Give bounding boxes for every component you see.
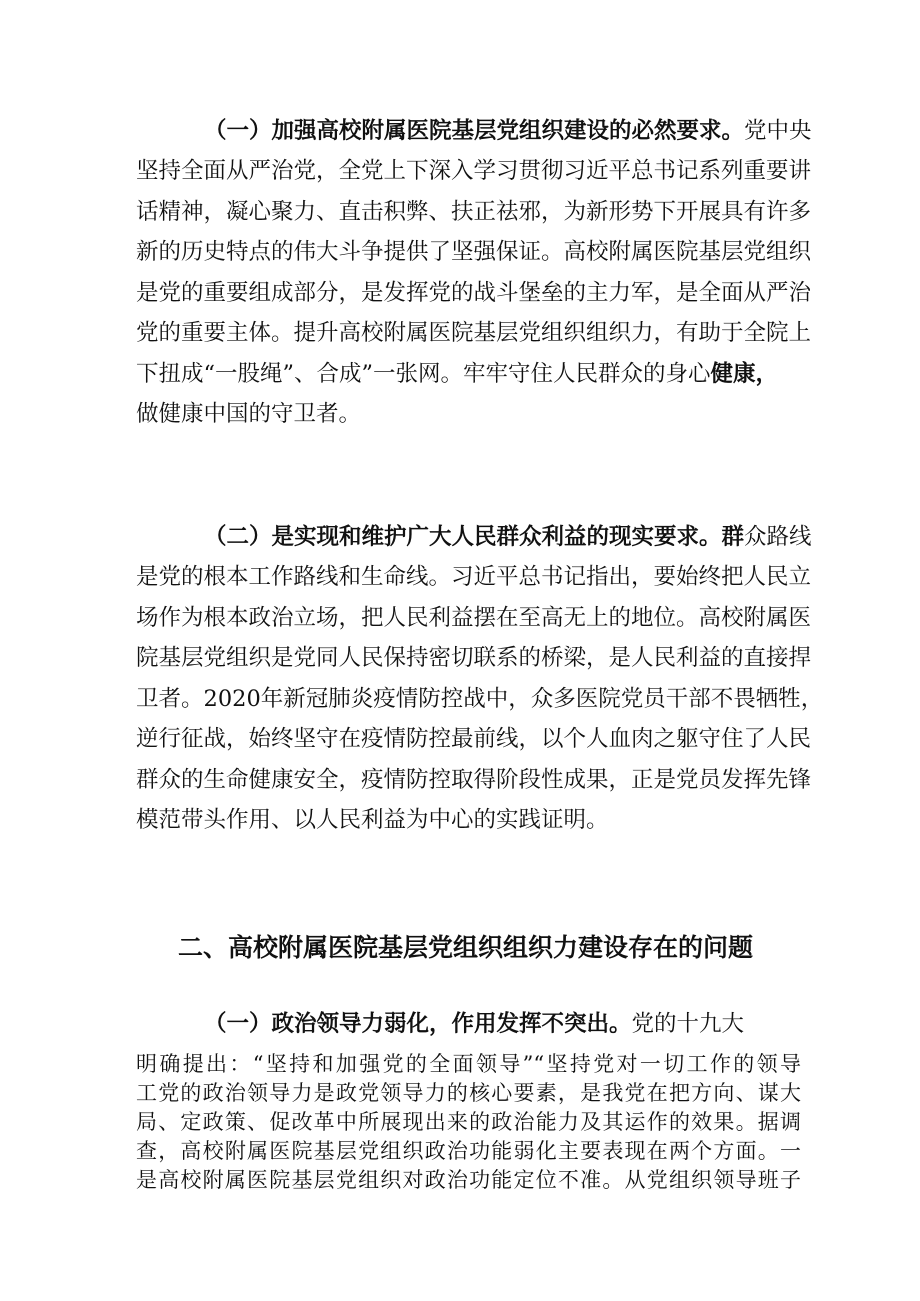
paragraph-line: 做健康中国的守卫者。 bbox=[136, 401, 362, 427]
paragraph-line: 工党的政治领导力是政党领导力的核心要素，是我党在把方向、谋大 bbox=[136, 1081, 801, 1105]
paragraph-line: 是高校附属医院基层党组织对政治功能定位不准。从党组织领导班子 bbox=[136, 1168, 801, 1192]
paragraph-line: 党的重要主体。提升高校附属医院基层党组织组织力，有助于全院上 bbox=[136, 320, 812, 346]
chapter-heading: 二、高校附属医院基层党组织组织力建设存在的问题 bbox=[178, 933, 754, 962]
paragraph-text: 下扭成“一股绳”、合成”一张网。牢牢守住人民群众的身心 bbox=[136, 361, 711, 387]
paragraph-line bbox=[204, 1011, 744, 1038]
section-heading-3: （一）政治领导力弱化，作用发挥不突出。 bbox=[204, 1011, 632, 1037]
section-heading-1: （一）加强高校附属医院基层党组织建设的必然要求。 bbox=[204, 118, 745, 144]
paragraph-line: 查，高校附属医院基层党组织政治功能弱化主要表现在两个方面。一 bbox=[136, 1139, 801, 1163]
paragraph-line: 院基层党组织是党同人民保持密切联系的桥梁，是人民利益的直接捍 bbox=[136, 645, 812, 671]
paragraph-line bbox=[204, 524, 812, 551]
paragraph-text: 党的十九大 bbox=[631, 1011, 745, 1037]
paragraph-line: 群众的生命健康安全，疫情防控取得阶段性成果，正是党员发挥先锋 bbox=[136, 767, 812, 793]
paragraph-line: 是党的重要组成部分，是发挥党的战斗堡垒的主力军，是全面从严治 bbox=[136, 280, 812, 306]
paragraph-line: 场作为根本政治立场，把人民利益摆在至高无上的地位。高校附属医 bbox=[136, 605, 812, 631]
paragraph-line: 模范带头作用、以人民利益为中心的实践证明。 bbox=[136, 807, 609, 833]
emphasis-text: 健康， bbox=[710, 361, 779, 387]
paragraph-line: 卫者。2020年新冠肺炎疫情防控战中，众多医院党员干部不畏牺牲， bbox=[136, 686, 824, 712]
paragraph-line: 新的历史特点的伟大斗争提供了坚强保证。高校附属医院基层党组织 bbox=[136, 239, 812, 265]
paragraph-line: 局、定政策、促改革中所展现出来的政治能力及其运作的效果。据调 bbox=[136, 1110, 801, 1134]
paragraph-line: 话精神，凝心聚力、直击积弊、扶正祛邪，为新形势下开展具有许多 bbox=[136, 199, 812, 225]
paragraph-line: 逆行征战，始终坚守在疫情防控最前线，以个人血肉之躯守住了人民 bbox=[136, 726, 812, 752]
paragraph-line: 是党的根本工作路线和生命线。习近平总书记指出，要始终把人民立 bbox=[136, 564, 812, 590]
paragraph-line: 坚持全面从严治党，全党上下深入学习贯彻习近平总书记系列重要讲 bbox=[136, 158, 812, 184]
paragraph-line bbox=[136, 361, 778, 388]
paragraph-line bbox=[204, 118, 812, 145]
paragraph-line: 明确提出：“坚持和加强党的全面领导”“坚持党对一切工作的领导 bbox=[136, 1052, 801, 1076]
section-heading-2: （二）是实现和维护广大人民群众利益的现实要求。群 bbox=[204, 524, 745, 550]
paragraph-text: 众路线 bbox=[744, 524, 812, 550]
paragraph-text: 党中央 bbox=[744, 118, 812, 144]
